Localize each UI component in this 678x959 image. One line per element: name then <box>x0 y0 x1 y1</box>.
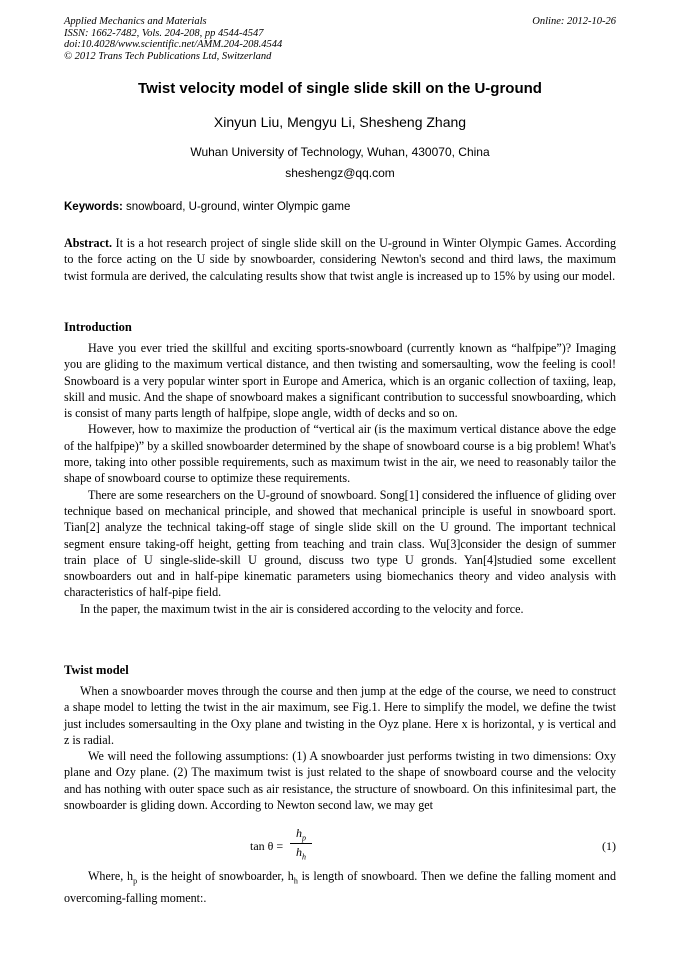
closing-paragraph: Where, $h_p$ is the height of snowboarder, $h_h$ is length of snowboard. Then we define the falling moment and overcoming-falling moment:. <box>64 869 616 905</box>
affiliation: Wuhan University of Technology, Wuhan, 430070, China <box>190 145 490 159</box>
keywords-text: snowboard, U-ground, winter Olympic game <box>122 201 351 213</box>
paper-title: Twist velocity model of single slide skill on the U-ground <box>138 80 542 97</box>
journal-header <box>64 16 616 62</box>
equation-numerator: $h_p$ <box>296 826 306 843</box>
twist-paragraph: When a snowboarder moves through the course and then jump at the edge of the course, we need to construct a shape model to letting the twist in the air maximum, see Fig.1. Here to simplify the model, we define the twist just includes somersaulting in the Oxy plane and twisting in the Oyz plane. Here x is horizontal, y is vertical and z is radial. <box>64 684 616 747</box>
author-list: Xinyun Liu, Mengyu Li, Shesheng Zhang <box>213 114 467 130</box>
intro-paragraph: Have you ever tried the skillful and exciting sports-snowboard (currently known as “halfpipe”)? Imaging you are gliding to the maximum vertical distance, and then twisting and somersaulting, wow the feeling is cool! Snowboard is a very popular winter sport in Europe and America, which is an organic collection of taxiing, leap, skill and music. And the shape of snowboard makes a significant contribution to successful snowboarding, which is consist of many parts length of halfpipe, slope angle, width of decks and so on. <box>64 341 616 421</box>
twist-model-closing <box>64 868 616 906</box>
issn-line: ISSN: 1662-7482, Vols. 204-208, pp 4544-4547 <box>64 27 264 39</box>
section-heading-introduction: Introduction <box>64 320 132 334</box>
abstract-label: Abstract. <box>64 236 113 250</box>
contact-email: sheshengz@qq.com <box>285 166 395 180</box>
equation-lhs: tan θ = <box>250 839 284 853</box>
abstract-text: It is a hot research project of single slide skill on the U-ground in Winter Olympic Games. According to the force acting on the U side by snowboarder, considering Newton's second and third laws, the maximum twist formula are derived, the calculating results show that twist angle is increased up to 15% by using our model. <box>64 236 616 283</box>
intro-paragraph: However, how to maximize the production of “vertical air (is the maximum vertical distance above the edge of the halfpipe)” by a skilled snowboarder determined by the shape of snowboard course is a big problem! What's more, taking into other possible requirements, such as maximum twist in the air, we need to reasonably tailor the shape of snowboard course to optimize these requirements. <box>64 422 616 486</box>
keywords-label: Keywords: <box>64 201 123 213</box>
twist-paragraph: We will need the following assumptions: (1) A snowboarder just performs twisting in two dimensions: Oxy plane and Ozy plane. (2) The maximum twist is just related to the shape of snowboard course and the velocity and has nothing with outer space such as air resistance, the structure of snowboard. On this infinitesimal part, the snowboarder is gliding down. According to Newton second law, we may get <box>64 749 616 813</box>
equation-number: (1) <box>602 839 616 853</box>
journal-name: Applied Mechanics and Materials <box>64 16 207 27</box>
section-heading-twist-model: Twist model <box>64 663 129 677</box>
introduction-body <box>64 340 616 617</box>
fraction-bar <box>290 843 312 844</box>
twist-model-body <box>64 683 616 813</box>
equation-fraction <box>290 826 312 862</box>
equation-denominator: $h_h$ <box>296 845 306 862</box>
copyright-line: © 2012 Trans Tech Publications Ltd, Switzerland <box>64 50 272 62</box>
equation-1 <box>64 826 616 868</box>
doi-line: doi:10.4028/www.scientific.net/AMM.204-208.4544 <box>64 39 283 50</box>
abstract <box>64 235 616 284</box>
online-date: Online: 2012-10-26 <box>532 16 616 27</box>
intro-paragraph: There are some researchers on the U-ground of snowboard. Song[1] considered the influence of gliding over technique based on mechanical principle, and showed that mechanical principle is useful in snowboard sport. Tian[2] analyze the technical taking-off stage of single slide skill on the U ground. The important technical segment ensure taking-off height, getting from teaching and train class. Wu[3]consider the design of summer train place of U single-slide-skill U ground, discuss two type U gronds. Yan[4]studied some excellent snowboarders out and in half-pipe kinematic parameters using biomechanics theory and video analysis with characteristics of half-pipe field. <box>64 487 616 600</box>
keywords <box>64 201 616 213</box>
intro-paragraph: In the paper, the maximum twist in the air is considered according to the velocity and force. <box>80 601 524 616</box>
